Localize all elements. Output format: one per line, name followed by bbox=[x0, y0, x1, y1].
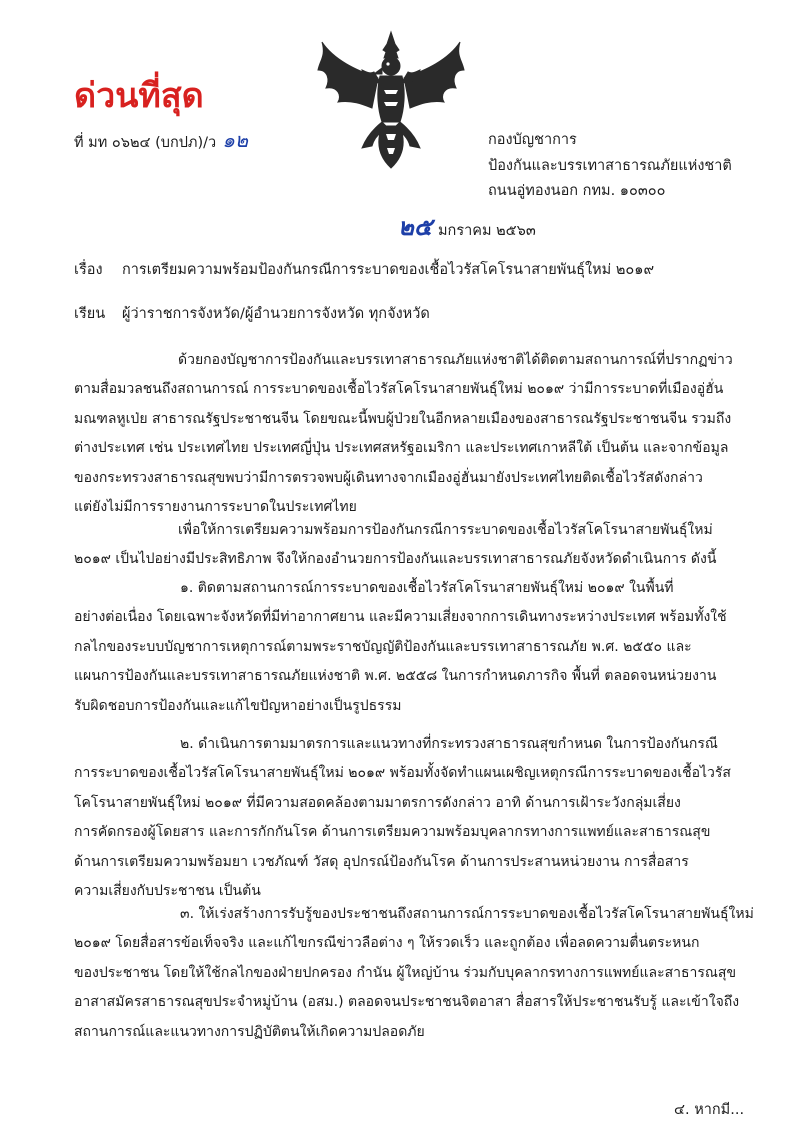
paragraph-line: แต่ยังไม่มีการรายงานการระบาดในประเทศไทย bbox=[74, 499, 357, 516]
paragraph-line: ตามสื่อมวลชนถึงสถานการณ์ การระบาดของเชื้อไวรัสโคโรนาสายพันธุ์ใหม่ ๒๐๑๙ ว่ามีการระบาดที่เมืองอู่ฮั่น bbox=[74, 381, 724, 398]
paragraph-line: ๑. ติดตามสถานการณ์การระบาดของเชื้อไวรัสโคโรนาสายพันธุ์ใหม่ ๒๐๑๙ ในพื้นที่ bbox=[180, 580, 674, 596]
urgency-stamp: ด่วนที่สุด bbox=[74, 76, 204, 116]
date-month-year: มกราคม ๒๕๖๓ bbox=[437, 223, 536, 239]
agency-line: ถนนอู่ทองนอก กทม. ๑๐๓๐๐ bbox=[488, 183, 666, 199]
paragraph-line: อาสาสมัครสาธารณสุขประจำหมู่บ้าน (อสม.) ตลอดจนประชาชนจิตอาสา สื่อสารให้ประชาชนรับรู้ และเข้าใจถึง bbox=[74, 994, 740, 1011]
garuda-emblem bbox=[316, 30, 466, 170]
paragraph-line: กลไกของระบบบัญชาการเหตุการณ์ตามพระราชบัญญัติป้องกันและบรรเทาสาธารณภัย พ.ศ. ๒๕๕๐ และ bbox=[74, 638, 692, 655]
body-item-2 bbox=[74, 730, 766, 906]
paragraph-line: ๒. ดำเนินการตามมาตรการและแนวทางที่กระทรวงสาธารณสุขกำหนด ในการป้องกันกรณี bbox=[180, 736, 718, 752]
paragraph-line: อย่างต่อเนื่อง โดยเฉพาะจังหวัดที่มีท่าอากาศยาน และมีความเสี่ยงจากการเดินทางระหว่างประเทศ พร้อมทั้งใช้ bbox=[74, 609, 727, 626]
paragraph-line: แผนการป้องกันและบรรเทาสาธารณภัยแห่งชาติ พ.ศ. ๒๕๕๘ ในการกำหนดภารกิจ พื้นที่ ตลอดจนหน่วยงาน bbox=[74, 668, 717, 685]
salutation-label: เรียน bbox=[74, 306, 106, 322]
body-item-3 bbox=[74, 900, 766, 1047]
agency-line: ป้องกันและบรรเทาสาธารณภัยแห่งชาติ bbox=[488, 157, 732, 174]
document-date bbox=[398, 214, 536, 244]
subject-label: เรื่อง bbox=[74, 262, 103, 278]
salutation-text: ผู้ว่าราชการจังหวัด/ผู้อำนวยการจังหวัด ทุกจังหวัด bbox=[122, 306, 430, 322]
continuation-marker: ๔. หากมี... bbox=[674, 1102, 745, 1118]
paragraph-line: ๒๐๑๙ โดยสื่อสารข้อเท็จจริง และแก้ไขกรณีข่าวลือต่าง ๆ ให้รวดเร็ว และถูกต้อง เพื่อลดความตื่นตระหนก bbox=[74, 935, 700, 952]
agency-line: กองบัญชาการ bbox=[488, 132, 577, 148]
paragraph-line: ๓. ให้เร่งสร้างการรับรู้ของประชาชนถึงสถานการณ์การระบาดของเชื้อไวรัสโคโรนาสายพันธุ์ใหม่ bbox=[180, 906, 754, 922]
paragraph-line: การคัดกรองผู้โดยสาร และการกักกันโรค ด้านการเตรียมความพร้อมบุคลากรทางการแพทย์และสาธารณสุข bbox=[74, 824, 711, 841]
body-item-1 bbox=[74, 574, 766, 721]
subject-text: การเตรียมความพร้อมป้องกันกรณีการระบาดของเชื้อไวรัสโคโรนาสายพันธุ์ใหม่ ๒๐๑๙ bbox=[122, 262, 655, 278]
paragraph-line: ๒๐๑๙ เป็นไปอย่างมีประสิทธิภาพ จึงให้กองอำนวยการป้องกันและบรรเทาสาธารณภัยจังหวัดดำเนินการ ดังนี้ bbox=[74, 551, 717, 568]
garuda-emblem-icon bbox=[316, 30, 466, 170]
paragraph-line: ของกระทรวงสาธารณสุขพบว่ามีการตรวจพบผู้เดินทางจากเมืองอู่ฮั่นมายังประเทศไทยติดเชื้อไวรัสดังกล่าว bbox=[74, 469, 703, 486]
paragraph-line: ความเสี่ยงกับประชาชน เป็นต้น bbox=[74, 883, 261, 900]
document-number-handwritten: ๑๒ bbox=[222, 128, 249, 152]
paragraph-line: เพื่อให้การเตรียมความพร้อมการป้องกันกรณีการระบาดของเชื้อไวรัสโคโรนาสายพันธุ์ใหม่ bbox=[178, 522, 713, 538]
date-day-handwritten: ๒๕ bbox=[398, 212, 432, 241]
paragraph-line: ต่างประเทศ เช่น ประเทศไทย ประเทศญี่ปุ่น ประเทศสหรัฐอเมริกา และประเทศเกาหลีใต้ เป็นต้น และจากข้อมูล bbox=[74, 440, 729, 457]
document-number-text: ที่ มท ๐๖๒๔ (บกปภ)/ว bbox=[74, 135, 217, 151]
subject-line bbox=[74, 258, 654, 282]
document-number bbox=[74, 128, 248, 155]
paragraph-line: ด้วยกองบัญชาการป้องกันและบรรเทาสาธารณภัยแห่งชาติได้ติดตามสถานการณ์ที่ปรากฏข่าว bbox=[178, 352, 733, 368]
body-paragraph-intro bbox=[74, 346, 766, 522]
paragraph-line: ของประชาชน โดยให้ใช้กลไกของฝ่ายปกครอง กำนัน ผู้ใหญ่บ้าน ร่วมกับบุคลากรทางการแพทย์และสาธารณสุข bbox=[74, 964, 737, 981]
agency-address bbox=[488, 128, 732, 205]
paragraph-line: สถานการณ์และแนวทางการปฏิบัติตนให้เกิดความปลอดภัย bbox=[74, 1023, 425, 1040]
paragraph-line: ด้านการเตรียมความพร้อมยา เวชภัณฑ์ วัสดุ อุปกรณ์ป้องกันโรค ด้านการประสานหน่วยงาน การสื่อสาร bbox=[74, 853, 689, 870]
paragraph-line: รับผิดชอบการป้องกันและแก้ไขปัญหาอย่างเป็นรูปธรรม bbox=[74, 697, 402, 714]
salutation-line bbox=[74, 302, 430, 326]
paragraph-line: การระบาดของเชื้อไวรัสโคโรนาสายพันธุ์ใหม่ ๒๐๑๙ พร้อมทั้งจัดทำแผนเผชิญเหตุกรณีการระบาดของเชื้อไวรัส bbox=[74, 765, 731, 782]
paragraph-line: มณฑลหูเป่ย สาธารณรัฐประชาชนจีน โดยขณะนี้พบผู้ป่วยในอีกหลายเมืองของสาธารณรัฐประชาชนจีน รวมถึง bbox=[74, 410, 732, 427]
body-paragraph-purpose bbox=[74, 516, 766, 575]
paragraph-line: โคโรนาสายพันธุ์ใหม่ ๒๐๑๙ ที่มีความสอดคล้องตามมาตรการดังกล่าว อาทิ ด้านการเฝ้าระวังกลุ่มเสี่ยง bbox=[74, 794, 681, 811]
